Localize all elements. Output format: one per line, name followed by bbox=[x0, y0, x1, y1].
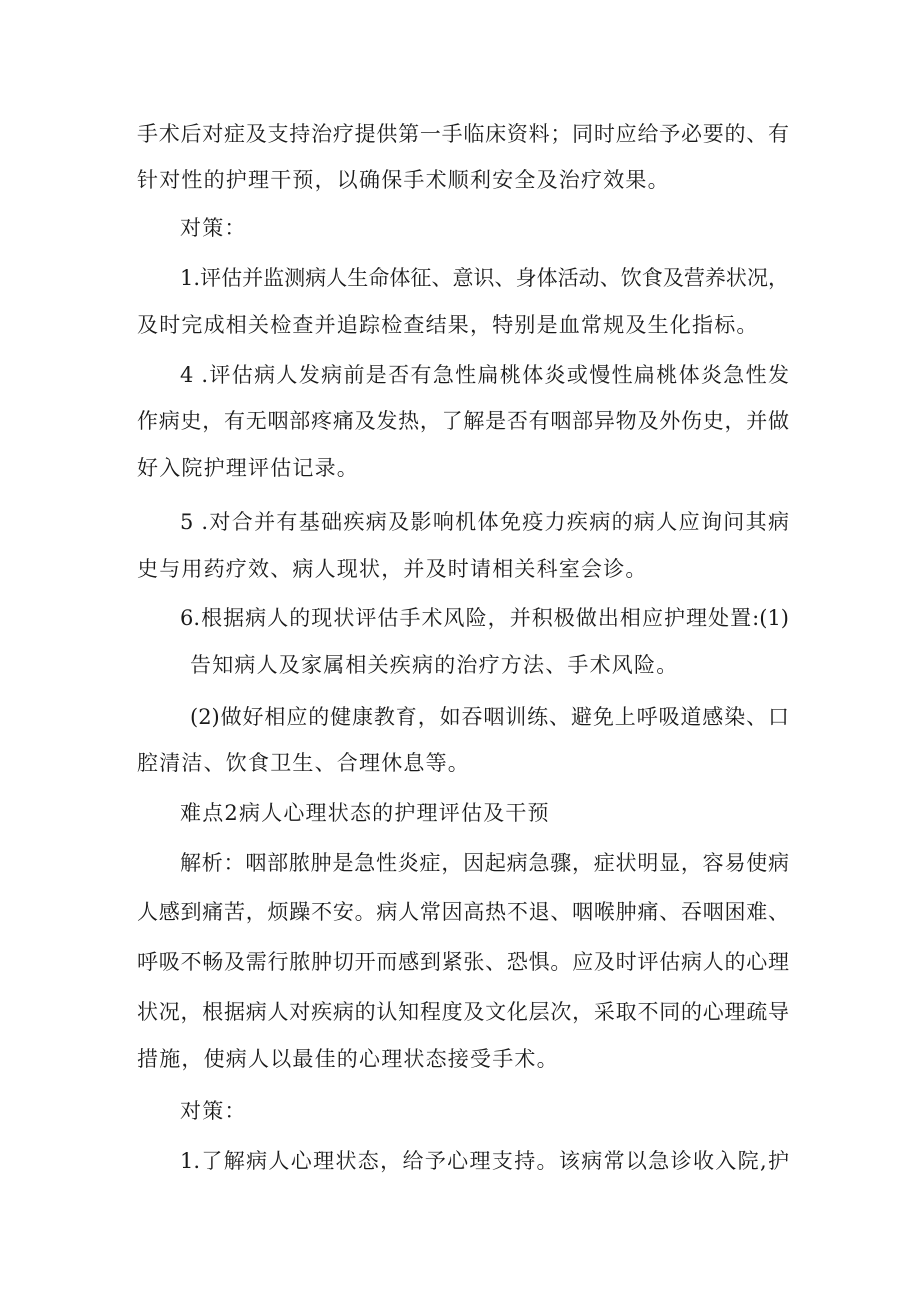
paragraph-line: 好入院护理评估记录。 bbox=[137, 456, 359, 480]
paragraph-line: 1.评估并监测病人生命体征、意识、身体活动、饮食及营养状况， bbox=[180, 266, 789, 290]
paragraph-line: 4 .评估病人发病前是否有急性扁桃体炎或慢性扁桃体炎急性发 bbox=[180, 363, 789, 387]
section-heading: 难点2病人心理状态的护理评估及干预 bbox=[180, 801, 550, 825]
paragraph-line: 作病史，有无咽部疼痛及发热，了解是否有咽部异物及外伤史，并做 bbox=[137, 409, 789, 433]
paragraph-line: 状况，根据病人对疾病的认知程度及文化层次，采取不同的心理疏导 bbox=[137, 1000, 789, 1024]
paragraph-line: 腔清洁、饮食卫生、合理休息等。 bbox=[137, 751, 470, 775]
paragraph-line: 解析：咽部脓肿是急性炎症，因起病急骤，症状明显，容易使病 bbox=[180, 851, 789, 875]
paragraph-line: 及时完成相关检查并追踪检查结果，特别是血常规及生化指标。 bbox=[137, 313, 759, 337]
paragraph-line: 呼吸不畅及需行脓肿切开而感到紧张、恐惧。应及时评估病人的心理 bbox=[137, 950, 789, 974]
paragraph-line: 告知病人及家属相关疾病的治疗方法、手术风险。 bbox=[190, 653, 679, 677]
paragraph-line: 6.根据病人的现状评估手术风险，并积极做出相应护理处置:(1) bbox=[180, 606, 789, 630]
paragraph-line: 人感到痛苦，烦躁不安。病人常因高热不退、咽喉肿痛、吞咽困难、 bbox=[137, 900, 789, 924]
section-label: 对策： bbox=[180, 1099, 247, 1123]
paragraph-line: 措施，使病人以最佳的心理状态接受手术。 bbox=[137, 1047, 559, 1071]
section-label: 对策： bbox=[180, 216, 247, 240]
paragraph-line: 手术后对症及支持治疗提供第一手临床资料；同时应给予必要的、有 bbox=[137, 122, 789, 146]
paragraph-line: 1.了解病人心理状态，给予心理支持。该病常以急诊收入院,护 bbox=[180, 1149, 789, 1173]
paragraph-line: 5 .对合并有基础疾病及影响机体免疫力疾病的病人应询问其病 bbox=[180, 510, 789, 534]
paragraph-line: 史与用药疗效、病人现状，并及时请相关科室会诊。 bbox=[137, 557, 648, 581]
paragraph-line: 针对性的护理干预，以确保手术顺利安全及治疗效果。 bbox=[137, 168, 670, 192]
paragraph-line: (2)做好相应的健康教育，如吞咽训练、避免上呼吸道感染、口 bbox=[190, 705, 789, 729]
